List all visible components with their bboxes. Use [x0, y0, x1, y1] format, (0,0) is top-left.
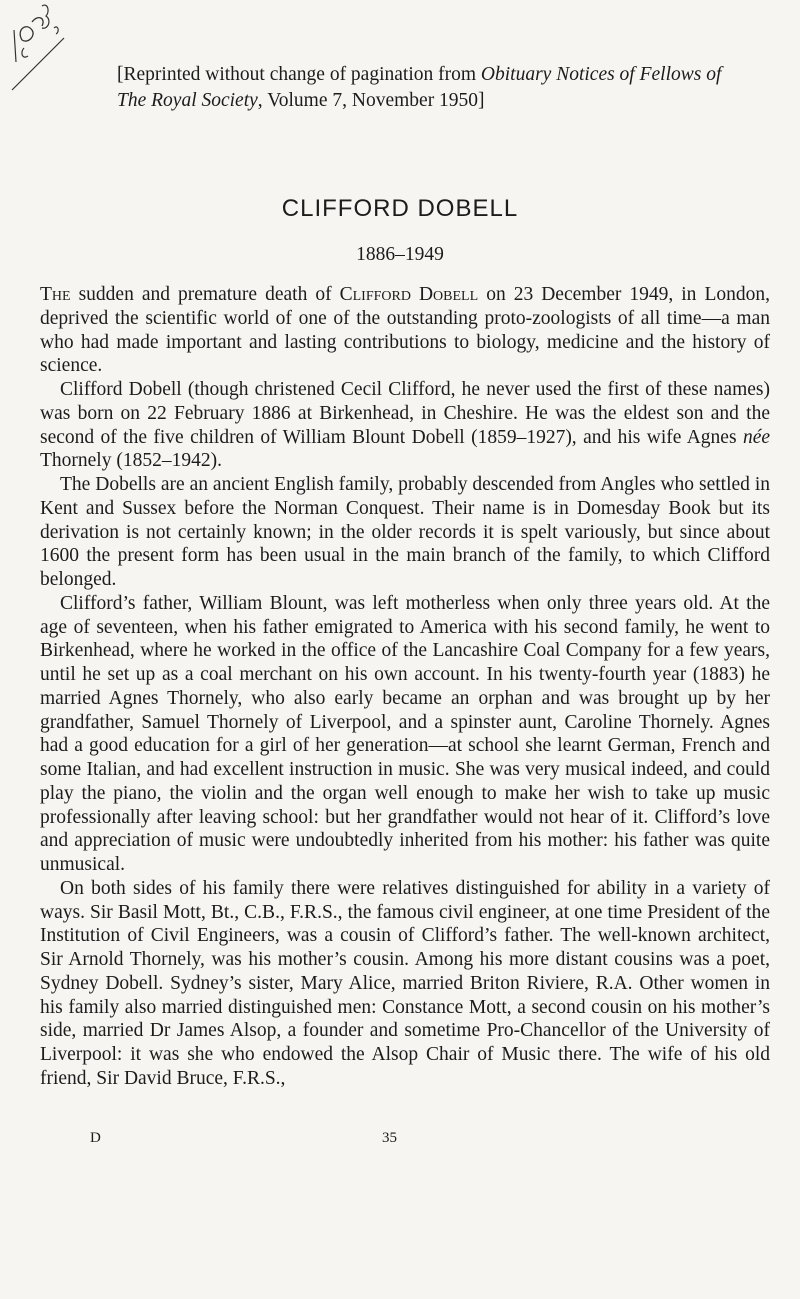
- life-dates: 1886–1949: [356, 244, 444, 265]
- reprint-note-prefix: [Reprinted without change of pagination from: [117, 64, 481, 85]
- page-number: 35: [382, 1130, 397, 1146]
- handwritten-mark-icon: [2, 0, 72, 95]
- paragraph-text: sudden and premature death of: [70, 284, 340, 305]
- reprint-note-suffix: , Volume 7, November 1950]: [257, 90, 485, 111]
- journal-title: Obituary Notices of Fellows of The Royal Society: [117, 64, 722, 111]
- signature-mark: D: [90, 1130, 101, 1146]
- lead-word: The: [40, 284, 71, 305]
- paragraph-text: on 23 December 1949, in London, deprived the scientific world of one of the outstanding proto-zoologists of all time—a man who had made important and lasting contributions to biology, medicine and the history of science.: [40, 284, 770, 377]
- italic-term: née: [742, 426, 770, 448]
- paragraph: On both sides of his family there were relatives distinguished for ability in a variety of ways. Sir Basil Mott, Bt., C.B., F.R.S., the famous civil engineer, at one time President of the Institution of Civil Engineers, was a cousin of Clifford’s father. The well-known architect, Sir Arnold Thornely, was his mother’s cousin. Among his more distant cousins was a poet, Sydney Dobell. Sydney’s sister, Mary Alice, married Briton Riviere, R.A. Other women in his family also married distinguished men: Constance Mott, a second cousin on his mother’s side, married Dr James Alsop, a founder and sometime Pro-Chancellor of the University of Liverpool: it was she who endowed the Alsop Chair of Music there. The wife of his old friend, Sir David Bruce, F.R.S.,: [40, 877, 770, 1089]
- article-body: [40, 283, 770, 1091]
- page-title: CLIFFORD DOBELL: [281, 195, 519, 222]
- paragraph: Clifford’s father, William Blount, was left motherless when only three years old. At the age of seventeen, when his father emigrated to America with his second family, he went to Birkenhead, where he worked in the office of the Lancashire Coal Company for a few years, until he set up as a coal merchant on his own account. In his twenty-fourth year (1883) he married Agnes Thornely, who also early became an orphan and was brought up by her grandfather, Samuel Thornely of Liverpool, and a spinster aunt, Caroline Thornely. Agnes had a good education for a girl of her generation—at school she learnt German, French and some Italian, and had excellent instruction in music. She was very musical indeed, and could play the piano, the violin and the organ well enough to make her wish to take up music professionally after leaving school: but her grandfather would not hear of it. Clifford’s love and appreciation of music were undoubtedly inherited from his mother: his father was quite unmusical.: [40, 592, 770, 875]
- paragraph: [40, 283, 770, 378]
- subject-name: Clifford Dobell: [339, 284, 479, 305]
- reprint-note: [117, 62, 737, 114]
- paragraph-text: Clifford Dobell (though christened Cecil Clifford, he never used the first of these names) was born on 22 February 1886 at Birkenhead, in Cheshire. He was the eldest son and the second of the five children of William Blount Dobell (1859–1927), and his wife Agnes: [40, 379, 770, 448]
- paragraph: The Dobells are an ancient English family, probably descended from Angles who settled in Kent and Sussex before the Norman Conquest. Their name is in Domesday Book but its derivation is not certainly known; in the older records it is spelt variously, but since about 1600 the present form has been usual in the main branch of the family, to which Clifford belonged.: [40, 474, 770, 590]
- page-footer: [0, 1130, 800, 1154]
- paragraph: [40, 378, 770, 473]
- paragraph-text: Thornely (1852–1942).: [40, 450, 222, 472]
